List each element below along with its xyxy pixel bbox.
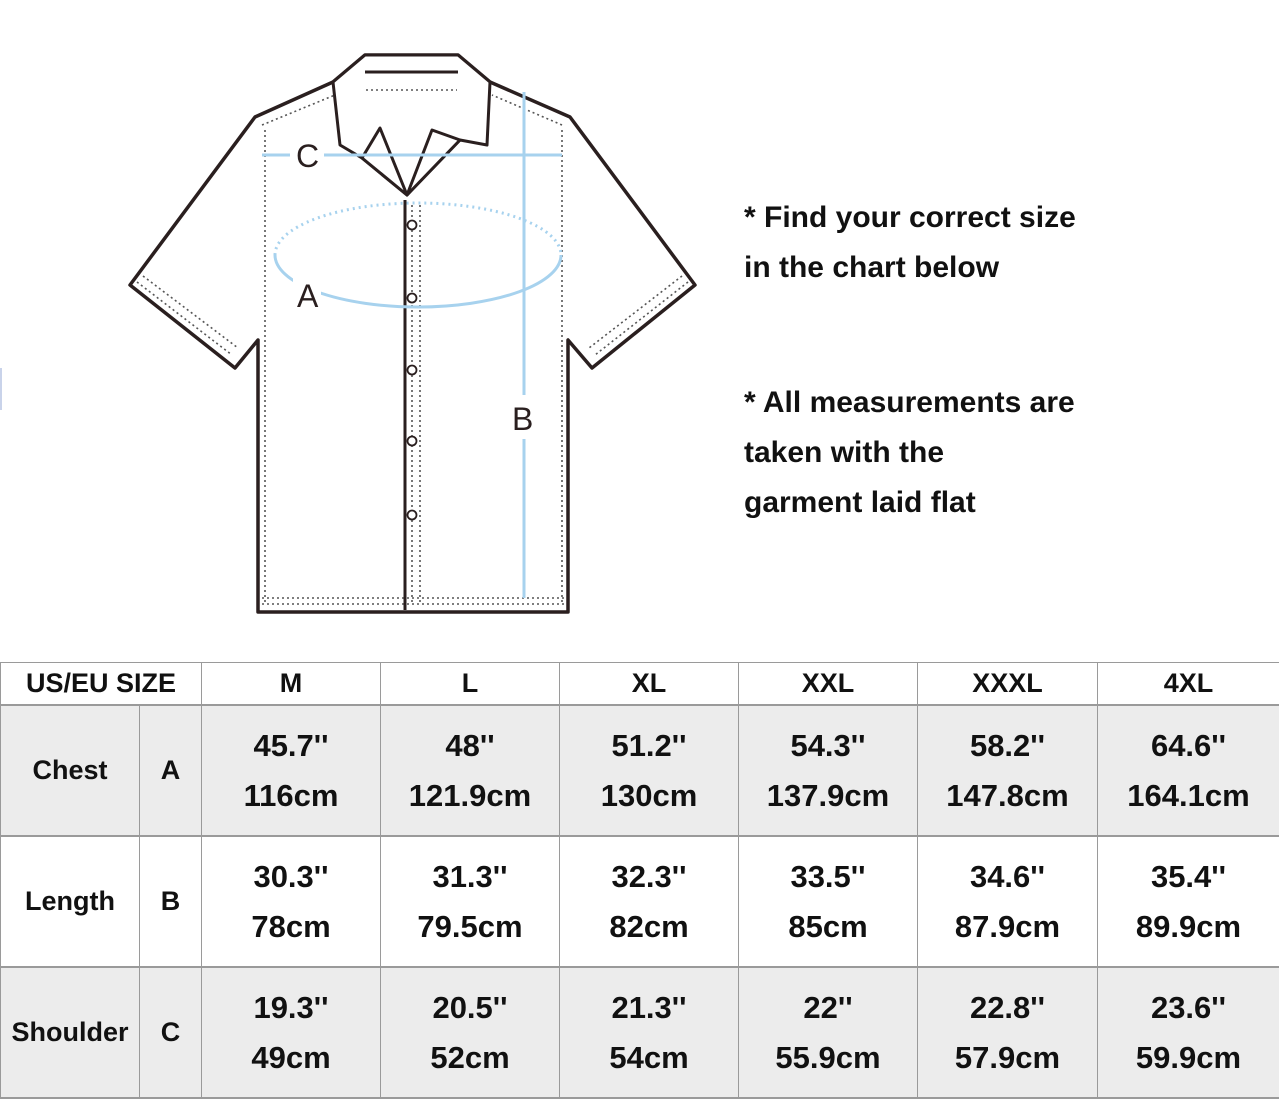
row-label: Length: [1, 836, 140, 967]
value-cm: 82cm: [560, 902, 738, 952]
value-inches: 31.3'': [381, 852, 559, 902]
row-label: Chest: [1, 705, 140, 836]
button: [408, 511, 417, 520]
value-inches: 23.6'': [1098, 983, 1279, 1033]
label-b: B: [512, 401, 533, 437]
value-inches: 21.3'': [560, 983, 738, 1033]
note-line: garment laid flat: [744, 478, 1075, 528]
table-cell: [1098, 967, 1279, 1098]
value-cm: 87.9cm: [918, 902, 1097, 952]
value-cm: 55.9cm: [739, 1033, 917, 1083]
button: [408, 366, 417, 375]
label-c: C: [296, 138, 319, 174]
shirt-diagram: [0, 0, 720, 640]
value-inches: 22'': [739, 983, 917, 1033]
value-cm: 59.9cm: [1098, 1033, 1279, 1083]
label-a: A: [297, 278, 319, 314]
note-measurements: [744, 378, 1075, 528]
value-inches: 20.5'': [381, 983, 559, 1033]
value-cm: 89.9cm: [1098, 902, 1279, 952]
value-cm: 49cm: [202, 1033, 380, 1083]
value-inches: 48'': [381, 721, 559, 771]
table-cell: [202, 705, 381, 836]
size-chart-table: [0, 662, 1279, 1099]
value-inches: 30.3'': [202, 852, 380, 902]
value-cm: 137.9cm: [739, 771, 917, 821]
value-cm: 54cm: [560, 1033, 738, 1083]
size-header: M: [202, 663, 381, 706]
table-cell: [918, 967, 1098, 1098]
table-row-chest: [1, 705, 1279, 836]
table-cell: [560, 967, 739, 1098]
size-header: XXXL: [918, 663, 1098, 706]
table-cell: [381, 967, 560, 1098]
value-cm: 147.8cm: [918, 771, 1097, 821]
table-cell: [381, 836, 560, 967]
value-inches: 54.3'': [739, 721, 917, 771]
size-header: 4XL: [1098, 663, 1279, 706]
table-cell: [560, 705, 739, 836]
size-header-label: US/EU SIZE: [1, 663, 202, 706]
value-cm: 79.5cm: [381, 902, 559, 952]
note-line: * All measurements are: [744, 378, 1075, 428]
value-cm: 85cm: [739, 902, 917, 952]
button: [408, 221, 417, 230]
row-code: C: [140, 967, 202, 1098]
note-line: in the chart below: [744, 243, 1076, 293]
table-cell: [560, 836, 739, 967]
table-row-length: [1, 836, 1279, 967]
table-cell: [739, 967, 918, 1098]
value-cm: 57.9cm: [918, 1033, 1097, 1083]
value-inches: 45.7'': [202, 721, 380, 771]
value-inches: 32.3'': [560, 852, 738, 902]
value-cm: 121.9cm: [381, 771, 559, 821]
button: [408, 294, 417, 303]
table-cell: [739, 836, 918, 967]
table-cell: [1098, 705, 1279, 836]
edge-marker: [0, 368, 2, 410]
value-inches: 34.6'': [918, 852, 1097, 902]
table-cell: [918, 836, 1098, 967]
button: [408, 437, 417, 446]
value-inches: 35.4'': [1098, 852, 1279, 902]
size-header: L: [381, 663, 560, 706]
value-inches: 22.8'': [918, 983, 1097, 1033]
row-code: B: [140, 836, 202, 967]
value-inches: 64.6'': [1098, 721, 1279, 771]
value-inches: 33.5'': [739, 852, 917, 902]
table-cell: [202, 836, 381, 967]
table-cell: [739, 705, 918, 836]
size-header: XL: [560, 663, 739, 706]
size-header: XXL: [739, 663, 918, 706]
table-cell: [202, 967, 381, 1098]
row-label: Shoulder: [1, 967, 140, 1098]
table-header-row: [1, 663, 1279, 706]
note-line: taken with the: [744, 428, 1075, 478]
table-cell: [1098, 836, 1279, 967]
row-code: A: [140, 705, 202, 836]
value-cm: 52cm: [381, 1033, 559, 1083]
table-row-shoulder: [1, 967, 1279, 1098]
value-inches: 51.2'': [560, 721, 738, 771]
value-cm: 164.1cm: [1098, 771, 1279, 821]
value-cm: 116cm: [202, 771, 380, 821]
table-cell: [918, 705, 1098, 836]
table-cell: [381, 705, 560, 836]
value-inches: 19.3'': [202, 983, 380, 1033]
value-cm: 78cm: [202, 902, 380, 952]
value-cm: 130cm: [560, 771, 738, 821]
value-inches: 58.2'': [918, 721, 1097, 771]
note-find-size: [744, 193, 1076, 293]
note-line: * Find your correct size: [744, 193, 1076, 243]
